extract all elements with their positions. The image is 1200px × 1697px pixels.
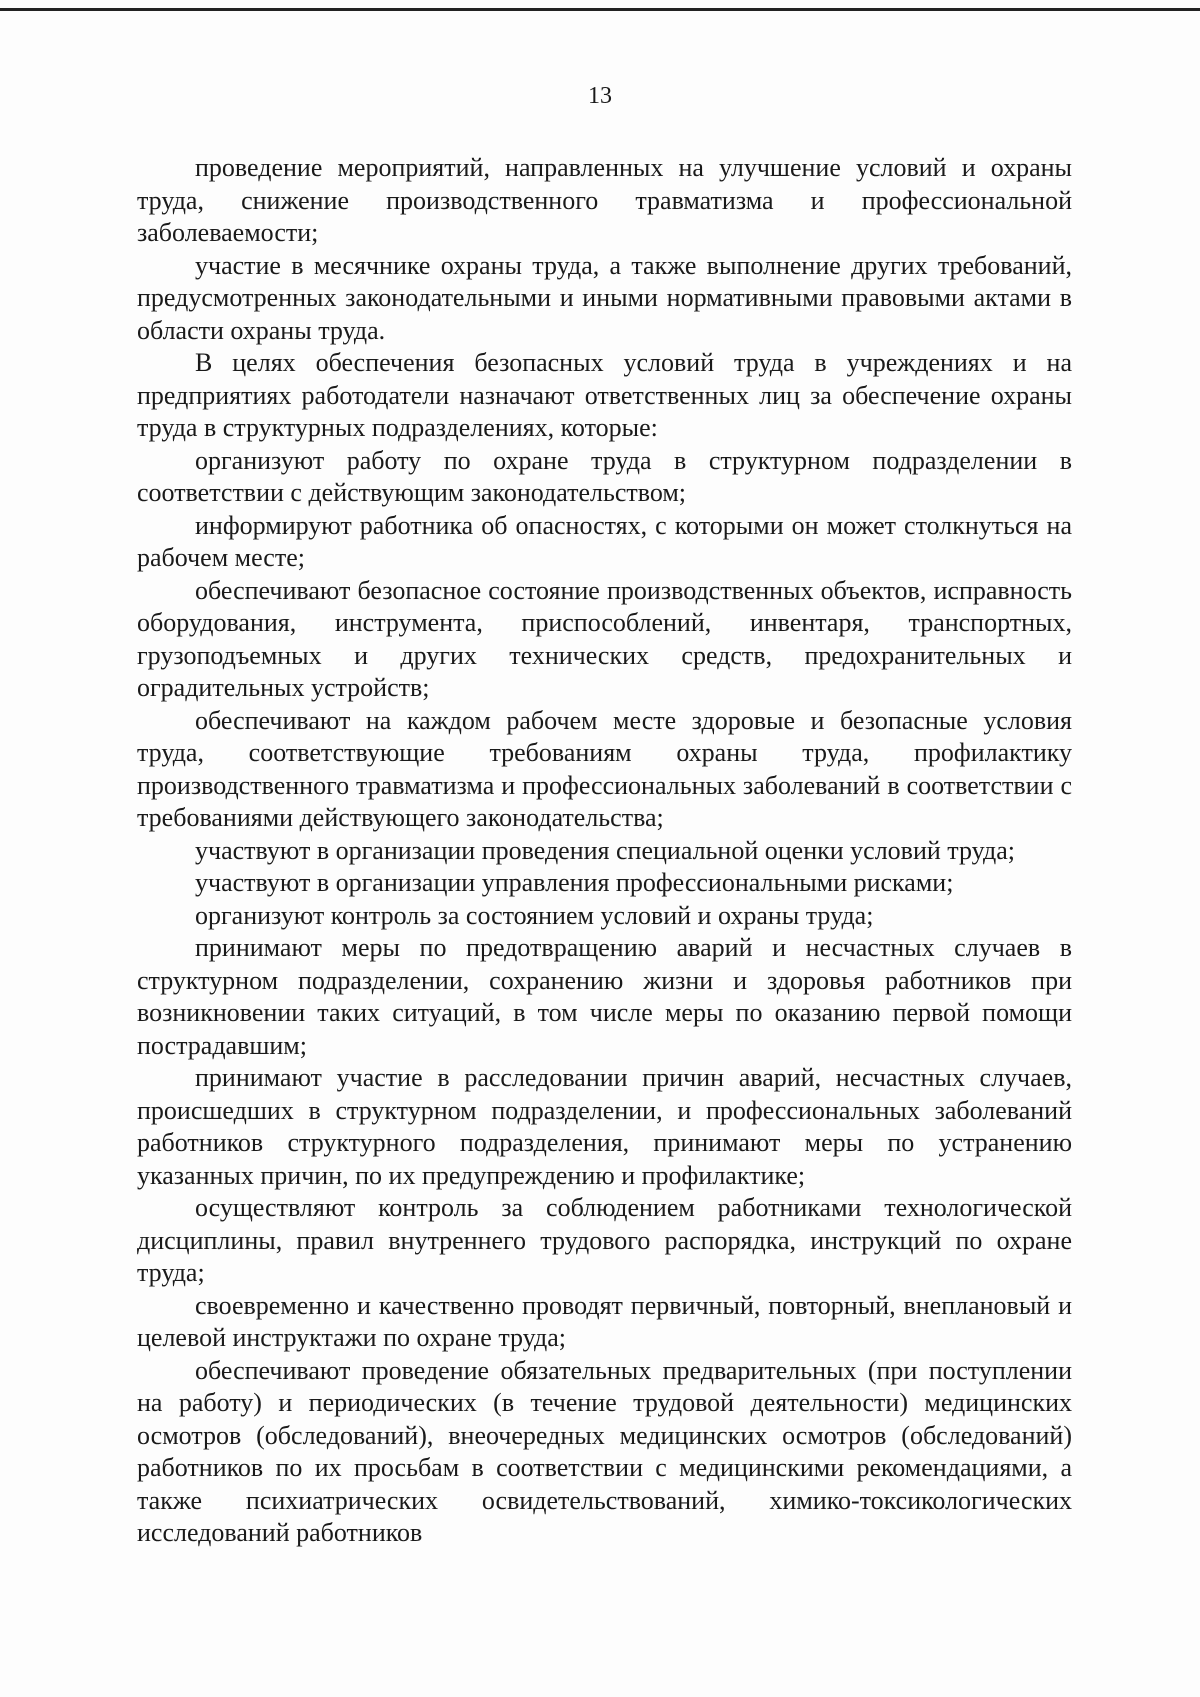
paragraph: участвуют в организации управления профессиональными рисками; — [195, 868, 954, 897]
paragraph: организуют контроль за состоянием условий и охраны труда; — [195, 900, 874, 930]
paragraph: обеспечивают на каждом рабочем месте здоровые и безопасные условия труда, соответствующие требованиям охраны труда, профилактику производственного травматизма и профессиональных заболеваний в соответствии с требованиями действующего законодательства; — [137, 705, 1072, 832]
paragraph: участие в месячнике охраны труда, а также выполнение других требований, предусмотренных законодательными и иными нормативными правовыми актами в области охраны труда. — [137, 250, 1072, 345]
paragraph: принимают участие в расследовании причин аварий, несчастных случаев, происшедших в структурном подразделении, и профессиональных заболеваний работников структурного подразделения, принимают меры по устранению указанных причин, по их предупреждению и профилактике; — [137, 1063, 1072, 1190]
paragraph: проведение мероприятий, направленных на улучшение условий и охраны труда, снижение производственного травматизма и профессиональной заболеваемости; — [137, 153, 1072, 247]
paragraph: своевременно и качественно проводят первичный, повторный, внеплановый и целевой инструктажи по охране труда; — [137, 1290, 1072, 1352]
paragraph: организуют работу по охране труда в структурном подразделении в соответствии с действующим законодательством; — [137, 445, 1072, 507]
top-border-line — [0, 8, 1200, 11]
paragraph: информируют работника об опасностях, с которыми он может столкнуться на рабочем месте; — [137, 510, 1072, 572]
paragraph: В целях обеспечения безопасных условий труда в учреждениях и на предприятиях работодатели назначают ответственных лиц за обеспечение охраны труда в структурных подразделениях, которые: — [137, 348, 1072, 442]
document-body — [137, 152, 1072, 1550]
paragraph: обеспечивают проведение обязательных предварительных (при поступлении на работу) и периодических (в течение трудовой деятельности) медицинских осмотров (обследований), внеочередных медицинских осмотров (обследований) работников по их просьбам в соответствии с медицинскими рекомендациями, а также психиатрических освидетельствований, химико-токсикологических исследований работников — [137, 1355, 1072, 1547]
paragraph: участвуют в организации проведения специальной оценки условий труда; — [195, 835, 1015, 865]
paragraph: принимают меры по предотвращению аварий и несчастных случаев в структурном подразделении, сохранению жизни и здоровья работников при возникновении таких ситуаций, в том числе меры по оказанию первой помощи пострадавшим; — [137, 933, 1072, 1060]
page-number: 13 — [588, 83, 612, 109]
paragraph: осуществляют контроль за соблюдением работниками технологической дисциплины, правил внутреннего трудового распорядка, инструкций по охране труда; — [137, 1193, 1072, 1287]
paragraph: обеспечивают безопасное состояние производственных объектов, исправность оборудования, инструмента, приспособлений, инвентаря, транспортных, грузоподъемных и других технических средств, предохранительных и оградительных устройств; — [137, 575, 1072, 702]
